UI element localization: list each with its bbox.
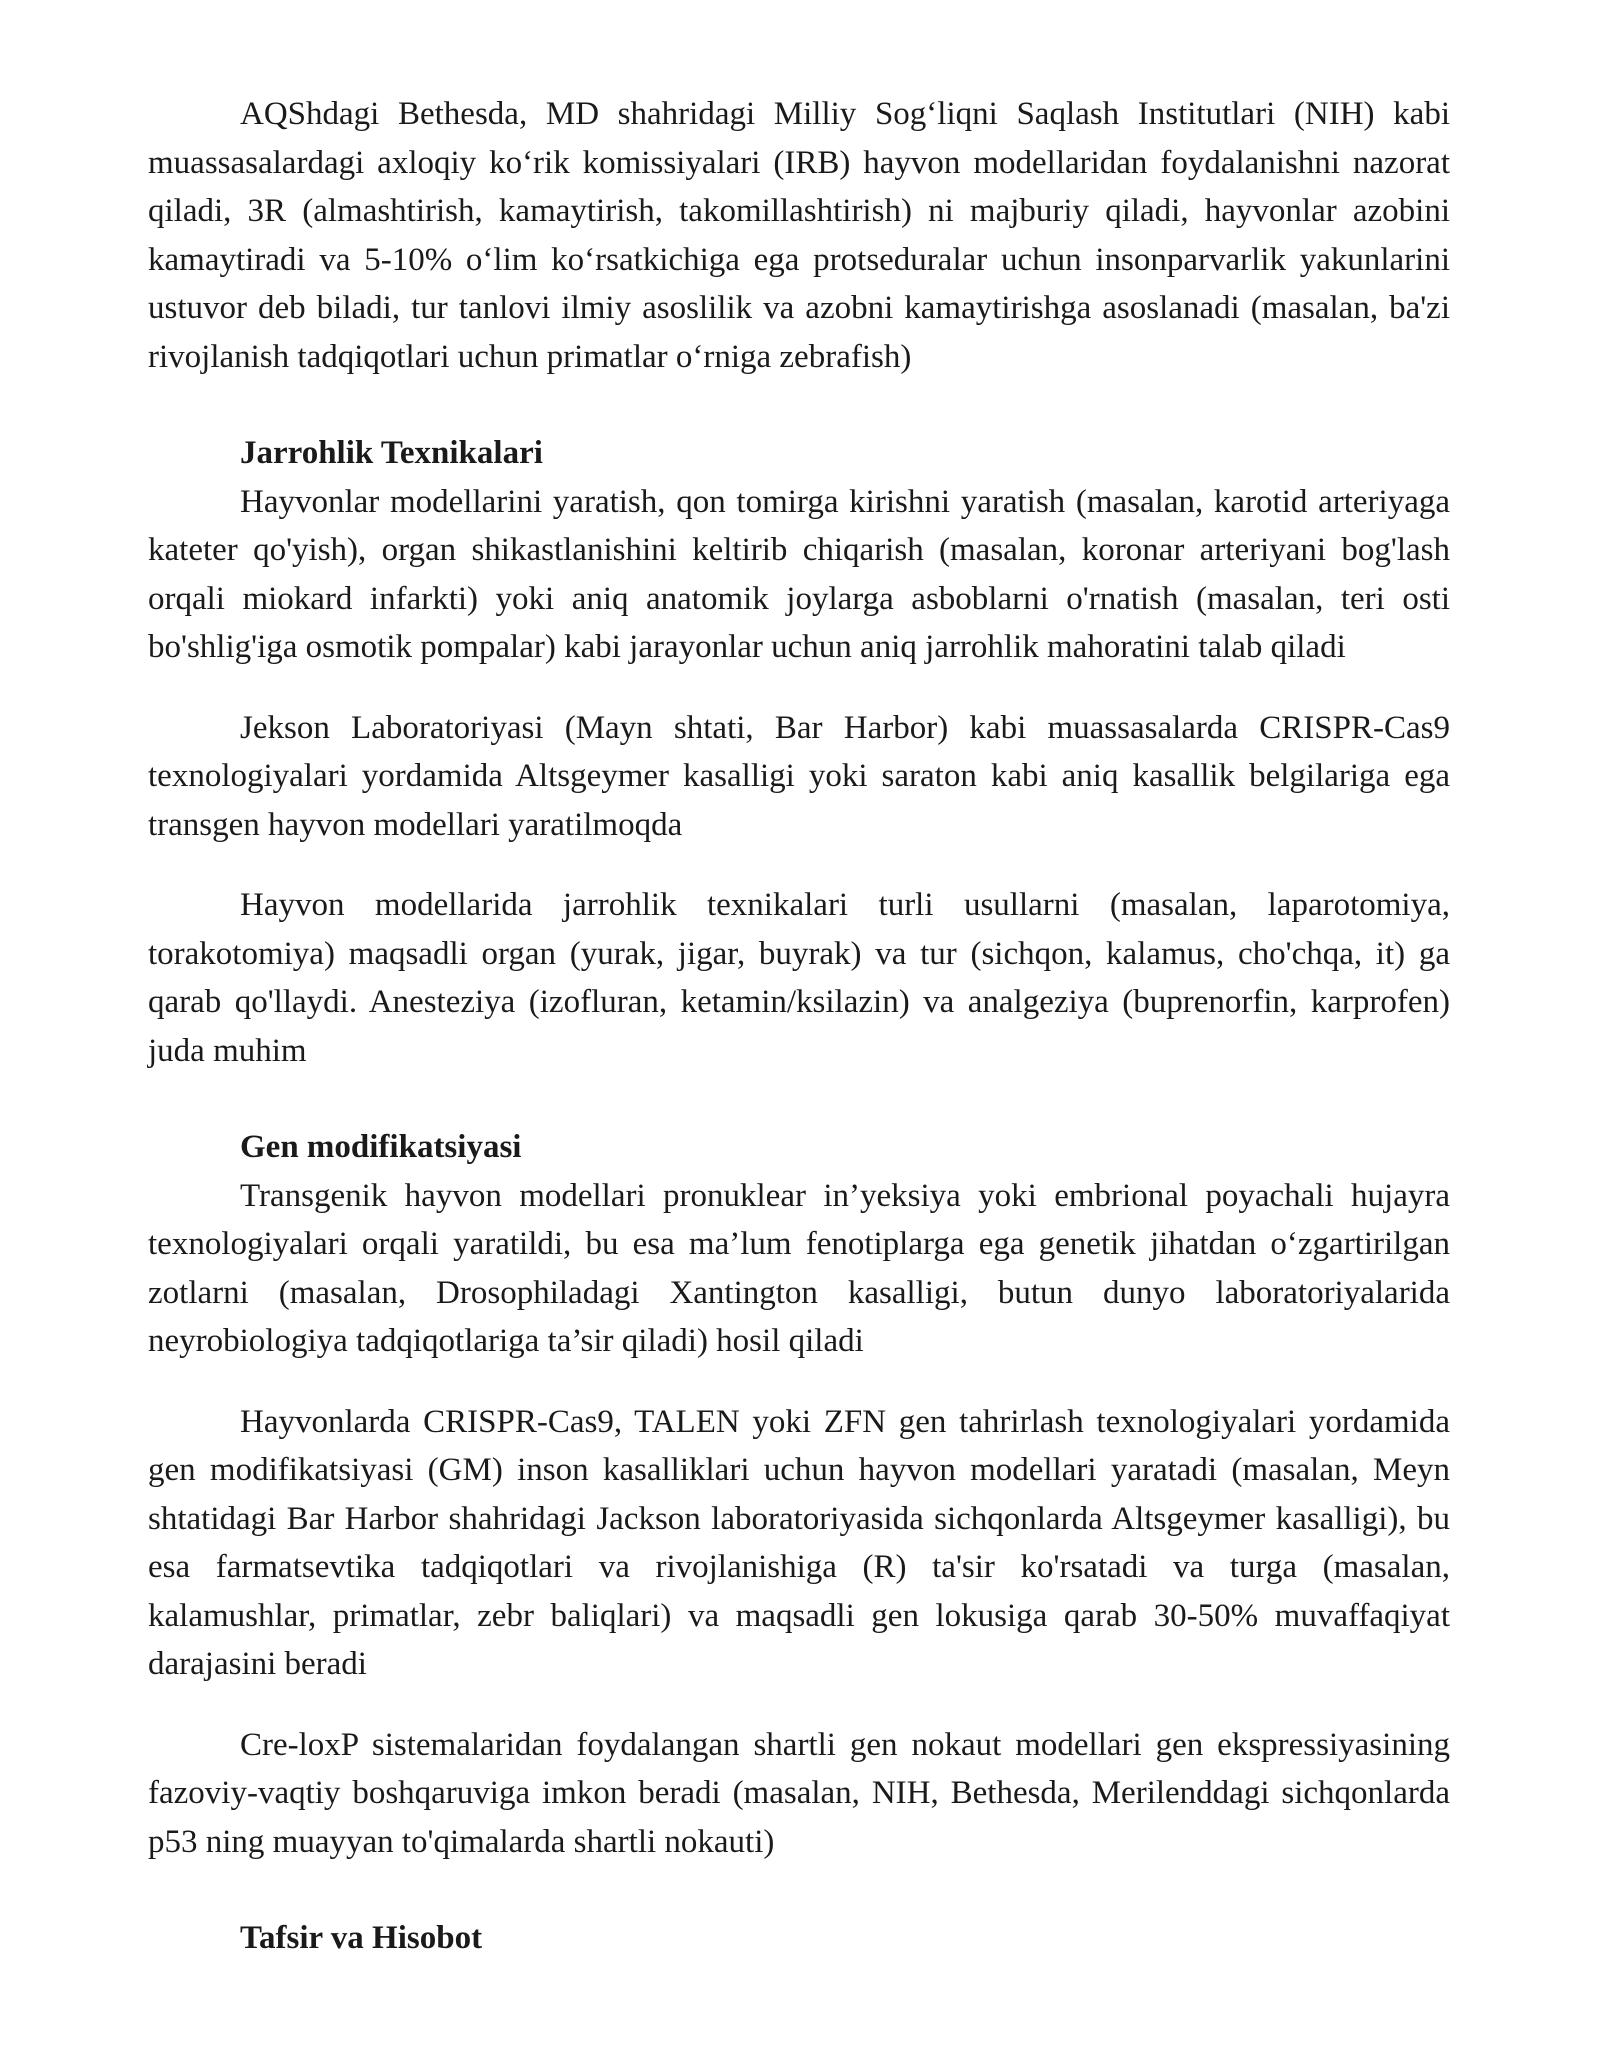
paragraph-ethics-review: AQShdagi Bethesda, MD shahridagi Milliy Sog‘liqni Saqlash Institutlari (NIH) kabi muassasalardagi axloqiy ko‘rik komissiyalari (IRB) hayvon modellaridan foydalanishni nazorat qiladi, 3R (almashtirish, kamaytirish, takomillashtirish) ni majburiy qiladi, hayvonlar azobini kamaytiradi va 5-10% o‘lim ko‘rsatkichiga ega protseduralar uchun insonparvarlik yakunlarini ustuvor deb biladi, tur tanlovi ilmiy asoslilik va azobni kamaytirishga asoslanadi (masalan, ba'zi rivojlanish tadqiqotlari uchun primatlar o‘rniga zebrafish) [148, 96, 1450, 375]
paragraph-jackson-laboratory: Jekson Laboratoriyasi (Mayn shtati, Bar Harbor) kabi muassasalarda CRISPR-Cas9 texnologiyalari yordamida Altsgeymer kasalligi yoki saraton kabi aniq kasallik belgilariga ega transgen hayvon modellari yaratilmoqda [148, 709, 1450, 843]
document-page [148, 90, 1450, 1963]
paragraph-gene-editing: Hayvonlarda CRISPR-Cas9, TALEN yoki ZFN gen tahrirlash texnologiyalari yordamida gen modifikatsiyasi (GM) inson kasalliklari uchun hayvon modellari yaratadi (masalan, Meyn shtatidagi Bar Harbor shahridagi Jackson laboratoriyasida sichqonlarda Altsgeymer kasalligi), bu esa farmatsevtika tadqiqotlari va rivojlanishiga (R) ta'sir ko'rsatadi va turga (masalan, kalamushlar, primatlar, zebr baliqlari) va maqsadli gen lokusiga qarab 30-50% muvaffaqiyat darajasini beradi [148, 1403, 1450, 1682]
paragraph-cre-lox: Cre-loxP sistemalaridan foydalangan shartli gen nokaut modellari gen ekspressiyasining fazoviy-vaqtiy boshqaruviga imkon beradi (masalan, NIH, Bethesda, Merilenddagi sichqonlarda p53 ning muayyan to'qimalarda shartli nokauti) [148, 1726, 1450, 1860]
spacer [148, 1689, 1450, 1721]
paragraph-surgical-skills: Hayvonlar modellarini yaratish, qon tomirga kirishni yaratish (masalan, karotid arteriyaga kateter qo'yish), organ shikastlanishini keltirib chiqarish (masalan, koronar arteriyani bog'lash orqali miokard infarkti) yoki aniq anatomik joylarga asboblarni o'rnatish (masalan, teri osti bo'shlig'iga osmotik pompalar) kabi jarayonlar uchun aniq jarrohlik mahoratini talab qiladi [148, 483, 1450, 665]
spacer [148, 1866, 1450, 1914]
spacer [148, 1075, 1450, 1123]
heading-surgical-techniques: Jarrohlik Texnikalari [240, 435, 543, 471]
paragraph-anesthesia: Hayvon modellarida jarrohlik texnikalari turli usullarni (masalan, laparotomiya, torakotomiya) maqsadli organ (yurak, jigar, buyrak) va tur (sichqon, kalamus, cho'chqa, it) ga qarab qo'llaydi. Anesteziya (izofluran, ketamin/ksilazin) va analgeziya (buprenorfin, karprofen) juda muhim [148, 887, 1450, 1069]
spacer [148, 849, 1450, 881]
heading-gene-modification: Gen modifikatsiyasi [240, 1129, 522, 1165]
spacer [148, 381, 1450, 429]
spacer [148, 1366, 1450, 1398]
spacer [148, 672, 1450, 704]
paragraph-transgenic-models: Transgenik hayvon modellari pronuklear in’yeksiya yoki embrional poyachali hujayra texnologiyalari orqali yaratildi, bu esa ma’lum fenotiplarga ega genetik jihatdan o‘zgartirilgan zotlarni (masalan, Drosophiladagi Xantington kasalligi, butun dunyo laboratoriyalarida neyrobiologiya tadqiqotlariga ta’sir qiladi) hosil qiladi [148, 1177, 1450, 1359]
heading-interpretation-report: Tafsir va Hisobot [240, 1920, 483, 1956]
